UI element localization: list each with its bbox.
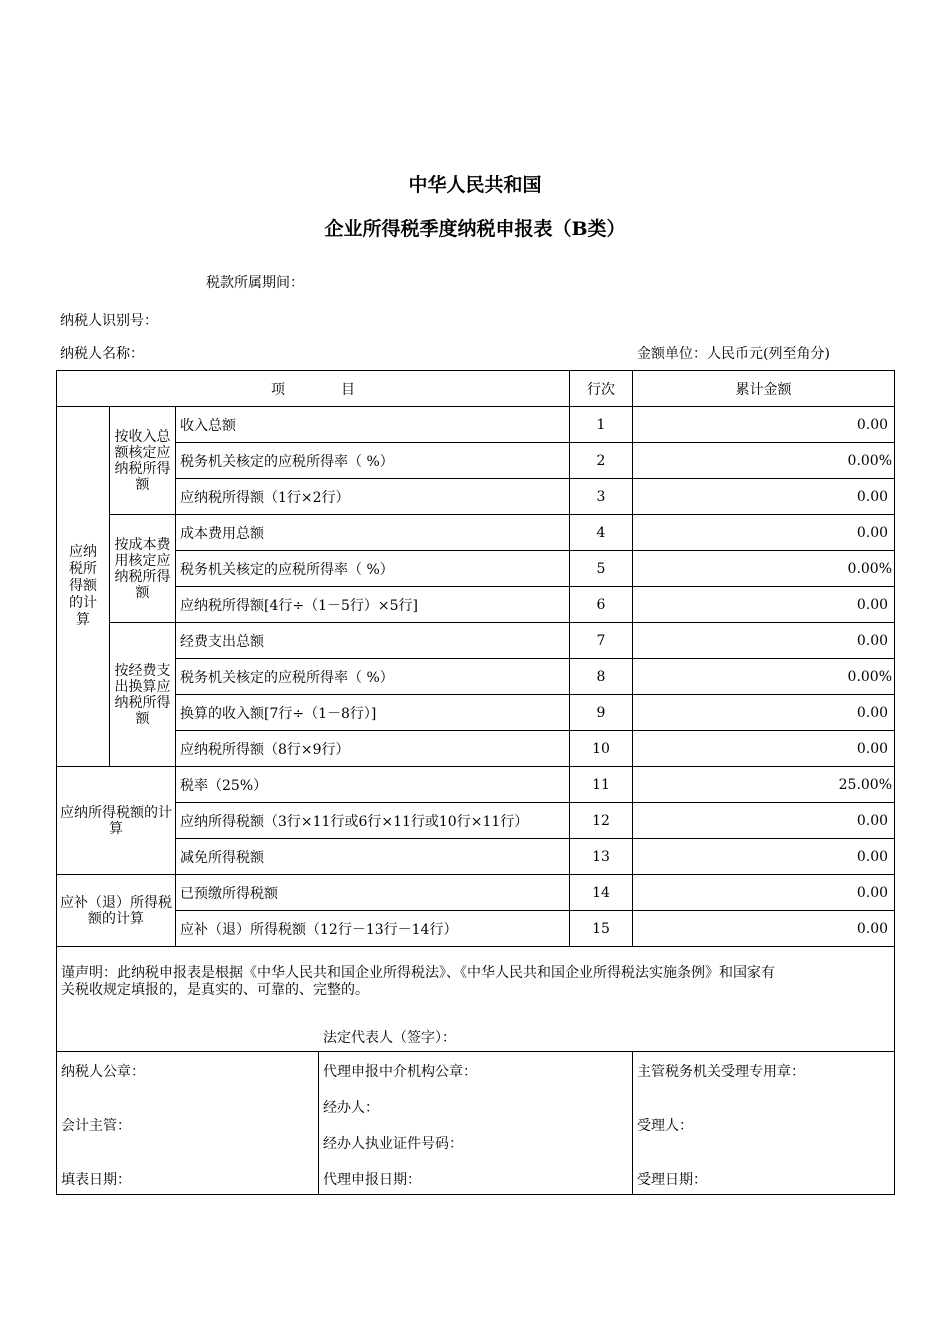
row-amount[interactable]: 25.00%	[633, 767, 895, 803]
section-refund-text: 应补（退）所得税额的计算	[60, 894, 172, 927]
col-header-item: 项 目	[57, 371, 570, 407]
signature-table	[56, 1051, 895, 1195]
group-by-cost	[110, 515, 176, 623]
table-row	[57, 659, 895, 695]
col-header-amount: 累计金额	[633, 371, 895, 407]
table-row	[57, 803, 895, 839]
page-title-line1: 中华人民共和国	[408, 174, 542, 196]
declaration-cell	[57, 947, 895, 1052]
taxpayer-name-label: 纳税人名称：	[60, 346, 144, 362]
row-item: 应纳所得税额（3行×11行或6行×11行或10行×11行）	[176, 803, 570, 839]
row-line: 15	[570, 911, 633, 947]
row-amount[interactable]: 0.00	[633, 875, 895, 911]
agent-handler-label: 经办人：	[323, 1100, 379, 1116]
row-amount[interactable]: 0.00	[633, 479, 895, 515]
authority-seal-label: 主管税务机关受理专用章：	[637, 1064, 805, 1080]
row-line: 7	[570, 623, 633, 659]
taxpayer-signature-cell	[57, 1052, 319, 1195]
agent-cert-no-label: 经办人执业证件号码：	[323, 1136, 463, 1152]
row-line: 2	[570, 443, 633, 479]
row-line: 9	[570, 695, 633, 731]
declaration-row	[57, 947, 895, 1052]
currency-unit-label: 金额单位：人民币元(列至角分)	[637, 346, 830, 362]
row-item: 收入总额	[176, 407, 570, 443]
receiver-label: 受理人：	[637, 1118, 693, 1134]
declaration-text: 谨声明：此纳税申报表是根据《中华人民共和国企业所得税法》、《中华人民共和国企业所得税法实施条例》和国家有关税收规定填报的，是真实的、可靠的、完整的。	[61, 965, 775, 998]
row-amount[interactable]: 0.00	[633, 587, 895, 623]
table-row	[57, 551, 895, 587]
row-line: 10	[570, 731, 633, 767]
row-line: 13	[570, 839, 633, 875]
table-row	[57, 731, 895, 767]
group-by-cost-text: 按成本费用核定应纳税所得额	[114, 536, 171, 601]
section-tax-payable	[57, 767, 176, 875]
row-line: 3	[570, 479, 633, 515]
row-line: 12	[570, 803, 633, 839]
agent-signature-cell	[319, 1052, 633, 1195]
col-header-line: 行次	[570, 371, 633, 407]
row-item: 换算的收入额[7行÷（1－8行）]	[176, 695, 570, 731]
table-header-row	[57, 371, 895, 407]
group-by-income	[110, 407, 176, 515]
tax-return-table	[56, 370, 895, 1052]
table-row	[57, 623, 895, 659]
row-item: 税率（25%）	[176, 767, 570, 803]
row-amount[interactable]: 0.00	[633, 803, 895, 839]
authority-signature-cell	[633, 1052, 895, 1195]
row-amount[interactable]: 0.00	[633, 623, 895, 659]
group-by-expense-text: 按经费支出换算应纳税所得额	[114, 662, 171, 727]
agent-date-label: 代理申报日期：	[323, 1172, 421, 1188]
table-row	[57, 443, 895, 479]
row-amount[interactable]: 0.00%	[633, 443, 895, 479]
page-title-line2: 企业所得税季度纳税申报表（B类）	[324, 218, 626, 240]
row-line: 11	[570, 767, 633, 803]
group-by-expense	[110, 623, 176, 767]
row-item: 经费支出总额	[176, 623, 570, 659]
row-item: 应纳税所得额（1行×2行）	[176, 479, 570, 515]
row-line: 6	[570, 587, 633, 623]
row-item: 已预缴所得税额	[176, 875, 570, 911]
row-line: 1	[570, 407, 633, 443]
row-amount[interactable]: 0.00	[633, 839, 895, 875]
row-item: 减免所得税额	[176, 839, 570, 875]
taxpayer-id-label: 纳税人识别号：	[60, 313, 158, 329]
row-item: 税务机关核定的应税所得率（ %）	[176, 659, 570, 695]
table-row	[57, 911, 895, 947]
legal-rep-signature-label: 法定代表人（签字）：	[323, 1030, 456, 1046]
accounting-supervisor-label: 会计主管：	[61, 1118, 131, 1134]
row-amount[interactable]: 0.00	[633, 407, 895, 443]
row-item: 税务机关核定的应税所得率（ %）	[176, 443, 570, 479]
row-item: 成本费用总额	[176, 515, 570, 551]
row-amount[interactable]: 0.00	[633, 695, 895, 731]
row-item: 应纳税所得额（8行×9行）	[176, 731, 570, 767]
table-row	[57, 515, 895, 551]
row-item: 应纳税所得额[4行÷（1－5行）×5行]	[176, 587, 570, 623]
section-refund	[57, 875, 176, 947]
table-row	[57, 695, 895, 731]
receive-date-label: 受理日期：	[637, 1172, 707, 1188]
row-item: 应补（退）所得税额（12行－13行－14行）	[176, 911, 570, 947]
row-line: 5	[570, 551, 633, 587]
row-line: 14	[570, 875, 633, 911]
table-row	[57, 407, 895, 443]
section-taxable-income	[57, 407, 110, 767]
taxpayer-seal-label: 纳税人公章：	[61, 1064, 145, 1080]
group-by-income-text: 按收入总额核定应纳税所得额	[114, 428, 171, 493]
row-amount[interactable]: 0.00%	[633, 659, 895, 695]
table-row	[57, 839, 895, 875]
table-row	[57, 767, 895, 803]
agent-seal-label: 代理申报中介机构公章：	[323, 1064, 477, 1080]
row-line: 4	[570, 515, 633, 551]
table-row	[57, 479, 895, 515]
table-row	[57, 875, 895, 911]
row-line: 8	[570, 659, 633, 695]
row-amount[interactable]: 0.00	[633, 911, 895, 947]
tax-period-label: 税款所属期间：	[206, 275, 304, 291]
row-amount[interactable]: 0.00	[633, 731, 895, 767]
table-row	[57, 587, 895, 623]
fill-date-label: 填表日期：	[61, 1172, 131, 1188]
section-tax-payable-text: 应纳所得税额的计算	[60, 804, 172, 837]
row-amount[interactable]: 0.00	[633, 515, 895, 551]
section-taxable-income-text: 应纳税所得额的计算	[69, 544, 97, 628]
row-item: 税务机关核定的应税所得率（ %）	[176, 551, 570, 587]
row-amount[interactable]: 0.00%	[633, 551, 895, 587]
